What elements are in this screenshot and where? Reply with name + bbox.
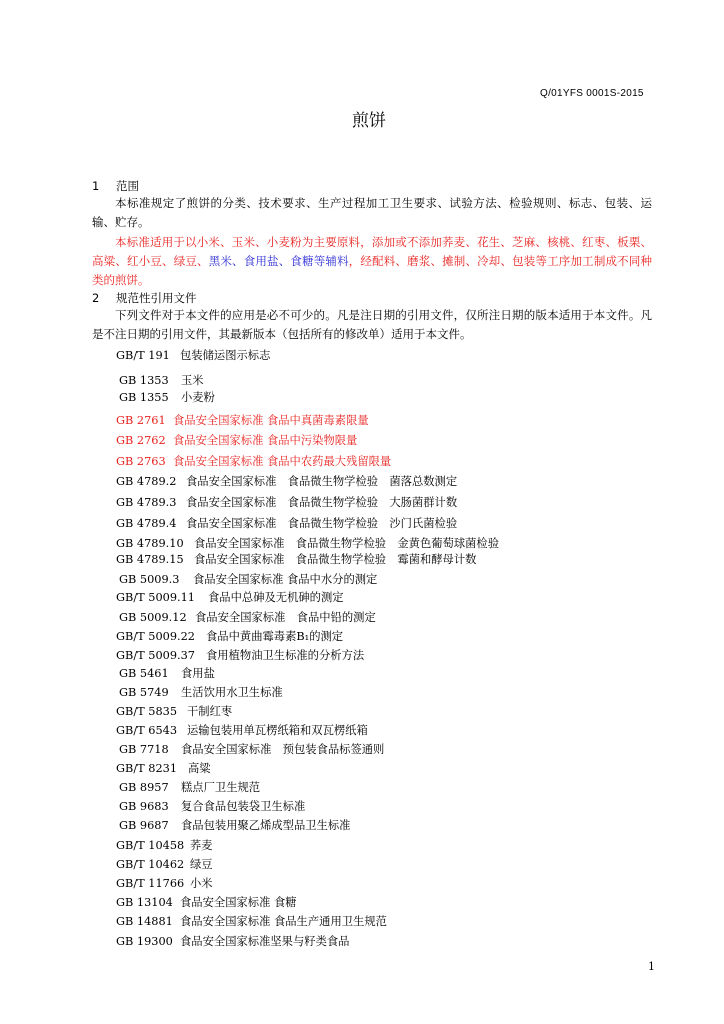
reference-title: 复合食品包装袋卫生标准 [181,800,306,813]
reference-code: GB 4789.2 [116,475,177,488]
reference-title: 食品安全国家标准 食品中真菌毒素限量 [173,414,369,427]
reference-title: 干制红枣 [187,705,233,718]
reference-title: 生活饮用水卫生标准 [181,686,283,699]
reference-item [116,515,457,531]
reference-code: GB/T 10462 [116,858,185,871]
document-title: 煎饼 [352,111,386,131]
reference-title: 食品安全国家标准 食品中污染物限量 [173,434,358,447]
reference-title: 食品安全国家标准 食品微生物学检验 大肠菌群计数 [186,496,458,509]
reference-code: GB 2763 [116,455,166,468]
reference-title: 食品安全国家标准 食品中农药最大残留限量 [173,455,392,468]
normative-paragraph: 下列文件对于本文件的应用是必不可少的。凡是注日期的引用文件，仅所注日期的版本适用于本文件。凡是不注日期的引用文件，其最新版本（包括所有的修改单）适用于本文件。 [92,308,652,341]
reference-title: 运输包装用单瓦楞纸箱和双瓦楞纸箱 [187,724,368,737]
reference-code: GB/T 8231 [116,762,178,775]
reference-title: 食品安全国家标准 食品微生物学检验 金黄色葡萄球菌检验 [194,537,500,550]
reference-item [116,494,457,510]
reference-item [119,665,215,681]
scope-paragraph-2 [92,233,652,290]
reference-title: 食品安全国家标准 预包装食品标签通则 [181,743,385,756]
section-2-heading [92,290,197,306]
reference-item [116,760,211,776]
reference-title: 食品安全国家标准坚果与籽类食品 [180,935,350,948]
reference-item [116,589,344,605]
reference-item [119,684,283,700]
reference-title: 食品安全国家标准 食品微生物学检验 霉菌和酵母计数 [194,553,477,566]
reference-item [116,837,213,853]
reference-code: GB/T 10458 [116,839,185,852]
reference-item [116,913,387,929]
reference-title: 包装储运图示标志 [180,349,271,362]
reference-code: GB 2761 [116,414,166,427]
reference-item [119,798,305,814]
scope-paragraph-1: 本标准规定了煎饼的分类、技术要求、生产过程加工卫生要求、试验方法、检验规则、标志、包装、运输、贮存。 [92,196,652,229]
reference-code: GB 2762 [116,434,166,447]
reference-item [119,609,376,625]
reference-code: GB 5009.3 [119,573,180,586]
reference-item [119,389,215,405]
reference-title: 食用植物油卫生标准的分析方法 [206,649,365,662]
reference-code: GB 13104 [116,896,173,909]
reference-item [116,551,476,567]
reference-title: 食品安全国家标准 食品生产通用卫生规范 [180,915,387,928]
reference-title: 食用盐 [181,667,215,680]
reference-code: GB 4789.3 [116,496,177,509]
reference-item [119,372,204,388]
reference-item [116,453,391,469]
reference-item [116,933,349,949]
reference-title: 食品安全国家标准 食品中铅的测定 [195,611,376,624]
reference-item [116,894,297,910]
reference-title: 食品中黄曲霉毒素B₁的测定 [206,630,344,643]
reference-title: 食品安全国家标准 食品微生物学检验 沙门氏菌检验 [186,517,458,530]
reference-item [116,875,213,891]
reference-title: 绿豆 [190,858,213,871]
reference-code: GB 19300 [116,935,173,948]
reference-code: GB 7718 [119,743,169,756]
reference-item [116,473,457,489]
reference-item [116,722,368,738]
scope-text-b: 黑米、食用盐、食糖等辅料 [208,254,349,268]
reference-title: 小米 [190,877,213,890]
reference-title: 食品安全国家标准 食糖 [180,896,297,909]
section-number: 1 [92,179,100,193]
reference-item [119,571,377,587]
reference-item [116,628,343,644]
reference-code: GB 9683 [119,800,169,813]
reference-title: 食品安全国家标准 食品微生物学检验 菌落总数测定 [186,475,458,488]
reference-title: 荞麦 [190,839,213,852]
reference-item [119,779,260,795]
scope-text-c: ，经配料、磨浆、摊制、冷却、包装等工序加工制成不同种类的煎饼。 [92,254,653,287]
reference-code: GB/T 5835 [116,705,178,718]
reference-item [116,432,357,448]
section-1-heading [92,178,139,194]
reference-code: GB 5749 [119,686,169,699]
reference-code: GB 4789.15 [116,553,184,566]
reference-code: GB 14881 [116,915,173,928]
reference-code: GB/T 11766 [116,877,185,890]
reference-title: 糕点厂卫生规范 [181,781,261,794]
reference-title: 玉米 [181,374,204,387]
reference-item [116,647,364,663]
scope-text-a: 本标准适用于以小米、玉米、小麦粉为主要原料，添加或不添加荞麦、花生、芝麻、核桃、红枣、板栗、高粱、红小豆、绿豆、 [92,235,652,268]
reference-code: GB 1353 [119,374,169,387]
reference-item [116,535,499,551]
reference-item [119,741,384,757]
section-title: 规范性引用文件 [116,291,197,305]
reference-item [116,347,270,363]
reference-title: 食品中总砷及无机砷的测定 [208,591,344,604]
reference-code: GB 4789.10 [116,537,184,550]
reference-code: GB/T 5009.22 [116,630,195,643]
reference-item [116,412,369,428]
standard-code: Q/01YFS 0001S-2015 [540,88,644,99]
reference-title: 小麦粉 [181,391,215,404]
reference-code: GB/T 5009.37 [116,649,195,662]
reference-title: 食品包装用聚乙烯成型品卫生标准 [181,819,351,832]
page-number: 1 [648,960,655,973]
reference-code: GB 8957 [119,781,169,794]
reference-item [119,817,350,833]
reference-code: GB 9687 [119,819,169,832]
reference-code: GB 1355 [119,391,169,404]
reference-title: 食品安全国家标准 食品中水分的测定 [193,573,378,586]
section-number: 2 [92,291,100,305]
reference-code: GB 5461 [119,667,169,680]
reference-code: GB/T 6543 [116,724,178,737]
reference-item [116,703,232,719]
reference-code: GB 4789.4 [116,517,177,530]
reference-item [116,856,213,872]
reference-code: GB 5009.12 [119,611,187,624]
reference-code: GB/T 191 [116,349,170,362]
reference-title: 高粱 [188,762,211,775]
section-title: 范围 [116,179,139,193]
reference-code: GB/T 5009.11 [116,591,195,604]
